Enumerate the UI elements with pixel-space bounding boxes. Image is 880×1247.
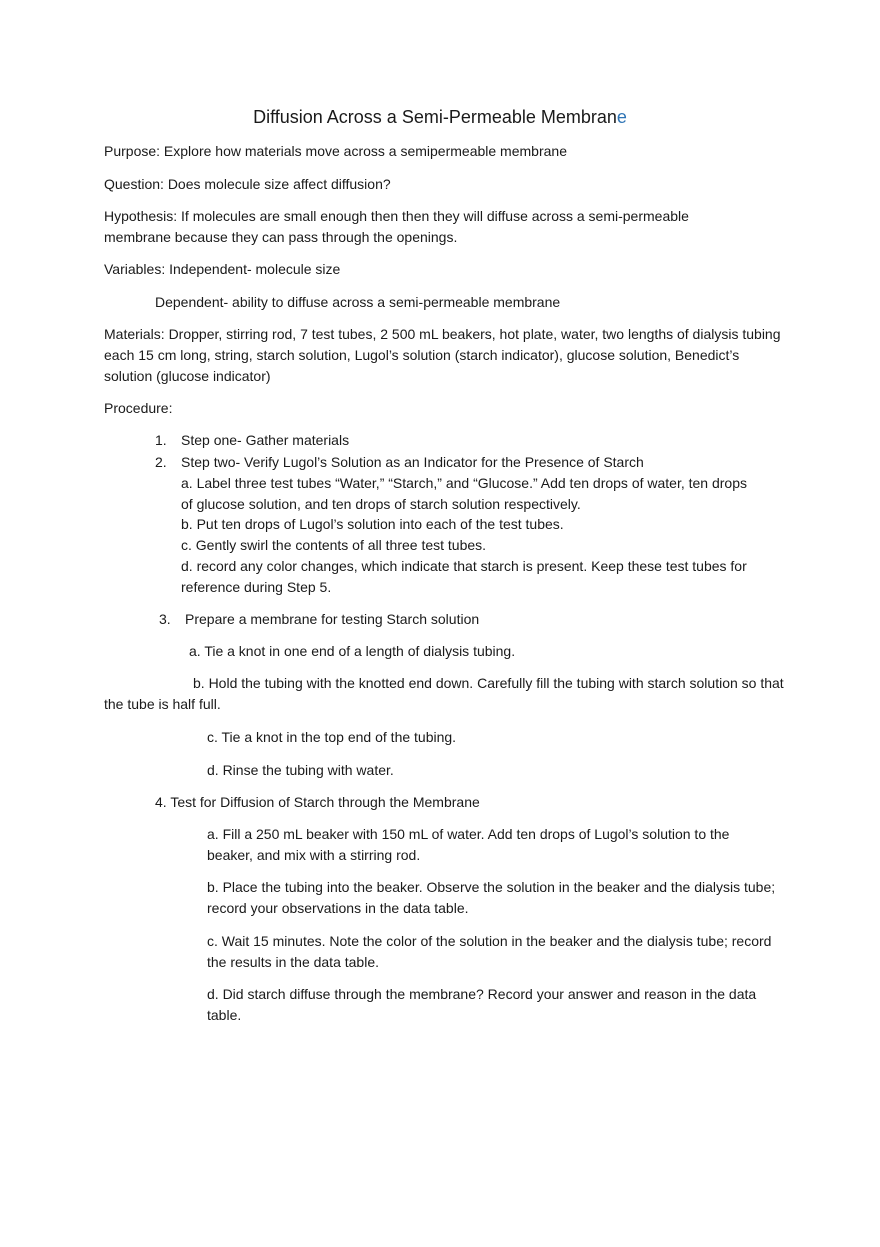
- step2-text: Step two- Verify Lugol’s Solution as an Indicator for the Presence of Starch: [181, 454, 644, 470]
- title-main: Diffusion Across a Semi-Permeable Membran: [253, 107, 617, 127]
- question-text: Question: Does molecule size affect diffusion?: [104, 176, 391, 192]
- step2-a: a. Label three test tubes “Water,” “Starch,” and “Glucose.” Add ten drops of water, ten drops of glucose solution, and ten drops of starch solution respectively.: [181, 475, 747, 512]
- title-last-letter: e: [616, 107, 627, 127]
- purpose-text: Purpose: Explore how materials move across a semipermeable membrane: [104, 143, 567, 159]
- step4-text: 4. Test for Diffusion of Starch through the Membrane: [155, 794, 480, 810]
- step3-text: Prepare a membrane for testing Starch solution: [185, 611, 480, 627]
- step2-d: d. record any color changes, which indicate that starch is present. Keep these test tubes for reference during Step 5.: [181, 558, 747, 595]
- document-title: [0, 105, 880, 129]
- step4-d: d. Did starch diffuse through the membrane? Record your answer and reason in the data table.: [207, 986, 757, 1023]
- variables-independent: Variables: Independent- molecule size: [104, 261, 341, 277]
- step2-c: c. Gently swirl the contents of all three test tubes.: [181, 537, 487, 553]
- step3-b: b. Hold the tubing with the knotted end down. Carefully fill the tubing with starch solution so that the tube is half full.: [104, 675, 784, 712]
- materials-text: Materials: Dropper, stirring rod, 7 test tubes, 2 500 mL beakers, hot plate, water, two lengths of dialysis tubing each 15 cm long, string, starch solution, Lugol’s solution (starch indicator), glucose solution, Benedict’s solution (glucose indicator): [104, 326, 781, 384]
- step2-number: 2.: [155, 454, 167, 470]
- variables-dependent: Dependent- ability to diffuse across a semi-permeable membrane: [155, 294, 561, 310]
- step4-a: a. Fill a 250 mL beaker with 150 mL of water. Add ten drops of Lugol’s solution to the beaker, and mix with a stirring rod.: [207, 826, 730, 863]
- step4-b: b. Place the tubing into the beaker. Observe the solution in the beaker and the dialysis tube; record your observations in the data table.: [207, 879, 776, 916]
- step1-number: 1.: [155, 432, 167, 448]
- procedure-heading: Procedure:: [104, 400, 173, 416]
- step1-text: Step one- Gather materials: [181, 432, 350, 448]
- step2-b: b. Put ten drops of Lugol’s solution into each of the test tubes.: [181, 516, 564, 532]
- step3-number: 3.: [159, 611, 171, 627]
- step3-c: c. Tie a knot in the top end of the tubing.: [207, 729, 457, 745]
- step4-c: c. Wait 15 minutes. Note the color of the solution in the beaker and the dialysis tube; record the results in the data table.: [207, 933, 772, 970]
- step3-d: d. Rinse the tubing with water.: [207, 762, 394, 778]
- hypothesis-text: Hypothesis: If molecules are small enough then then they will diffuse across a semi-permeable membrane because they can pass through the openings.: [104, 208, 689, 245]
- step3-a: a. Tie a knot in one end of a length of dialysis tubing.: [189, 643, 516, 659]
